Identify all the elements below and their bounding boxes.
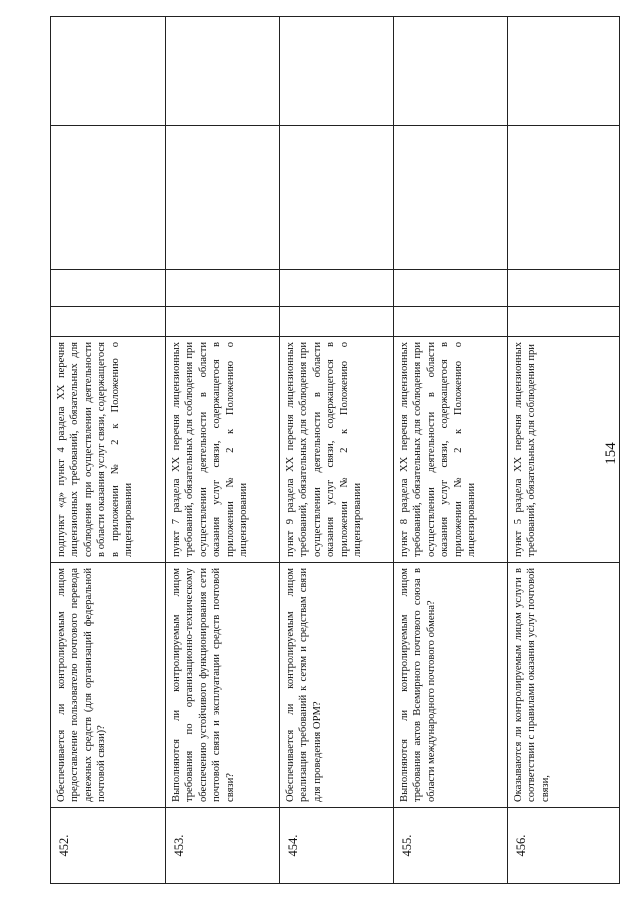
answer-cell [166, 269, 279, 306]
row-number: 456. [508, 807, 619, 883]
answer-cell [394, 125, 507, 269]
answer-cell [280, 125, 393, 269]
question-cell: Обеспечивается ли контролируемым лицом предоставление пользователю почтового перевода денежных средств (для организаций федеральной почтовой связи)? [51, 562, 165, 807]
answer-cell [280, 306, 393, 336]
table-row [50, 16, 166, 884]
note-cell [280, 15, 393, 125]
note-cell [51, 15, 165, 125]
question-cell: Выполняются ли контролируемым лицом требования по организационно-техническому обеспечению устойчивого функционирования сети почтовой связи и эксплуатации средств почтовой связи? [166, 562, 279, 807]
answer-cell [51, 269, 165, 306]
answer-cell [166, 306, 279, 336]
page-number: 154 [602, 442, 619, 465]
row-number: 454. [280, 807, 393, 883]
answer-cell [508, 306, 619, 336]
answer-cell [51, 306, 165, 336]
answer-cell [394, 306, 507, 336]
reference-cell: пункт 5 раздела XX перечня лицензионных требований, обязательных для соблюдения при [508, 336, 619, 562]
note-cell [508, 15, 619, 125]
reference-cell: подпункт «д» пункт 4 раздела XX перечня лицензионных требований, обязательных для соблюдения при осуществлении деятельности в области оказания услуг связи, содержащегося в приложении № 2 к Положению о лицензировании [51, 336, 165, 562]
row-number: 452. [51, 807, 165, 883]
table-row [165, 16, 280, 884]
checklist-table [50, 16, 620, 884]
answer-cell [51, 125, 165, 269]
answer-cell [394, 269, 507, 306]
table-row [393, 16, 508, 884]
question-cell: Обеспечивается ли контролируемым лицом реализация требований к сетям и средствам связи для проведения ОРМ? [280, 562, 393, 807]
question-cell: Выполняются ли контролируемым лицом требования актов Всемирного почтового союза в области международного почтового обмена? [394, 562, 507, 807]
reference-cell: пункт 9 раздела XX перечня лицензионных требований, обязательных для соблюдения при осуществлении деятельности в области оказания услуг связи, содержащегося в приложении № 2 к Положению о лицензировании [280, 336, 393, 562]
answer-cell [166, 125, 279, 269]
row-number: 455. [394, 807, 507, 883]
note-cell [166, 15, 279, 125]
row-number: 453. [166, 807, 279, 883]
note-cell [394, 15, 507, 125]
answer-cell [280, 269, 393, 306]
answer-cell [508, 125, 619, 269]
reference-cell: пункт 7 раздела XX перечня лицензионных требований, обязательных для соблюдения при осуществлении деятельности в области оказания услуг связи, содержащегося в приложении № 2 к Положению о лицензировании [166, 336, 279, 562]
question-cell: Оказываются ли контролируемым лицом услуги в соответствии с правилами оказания услуг почтовой связи, [508, 562, 619, 807]
answer-cell [508, 269, 619, 306]
reference-cell: пункт 8 раздела XX перечня лицензионных требований, обязательных для соблюдения при осуществлении деятельности в области оказания услуг связи, содержащегося в приложении № 2 к Положению о лицензировании [394, 336, 507, 562]
table-row [279, 16, 394, 884]
table-row [507, 16, 620, 884]
